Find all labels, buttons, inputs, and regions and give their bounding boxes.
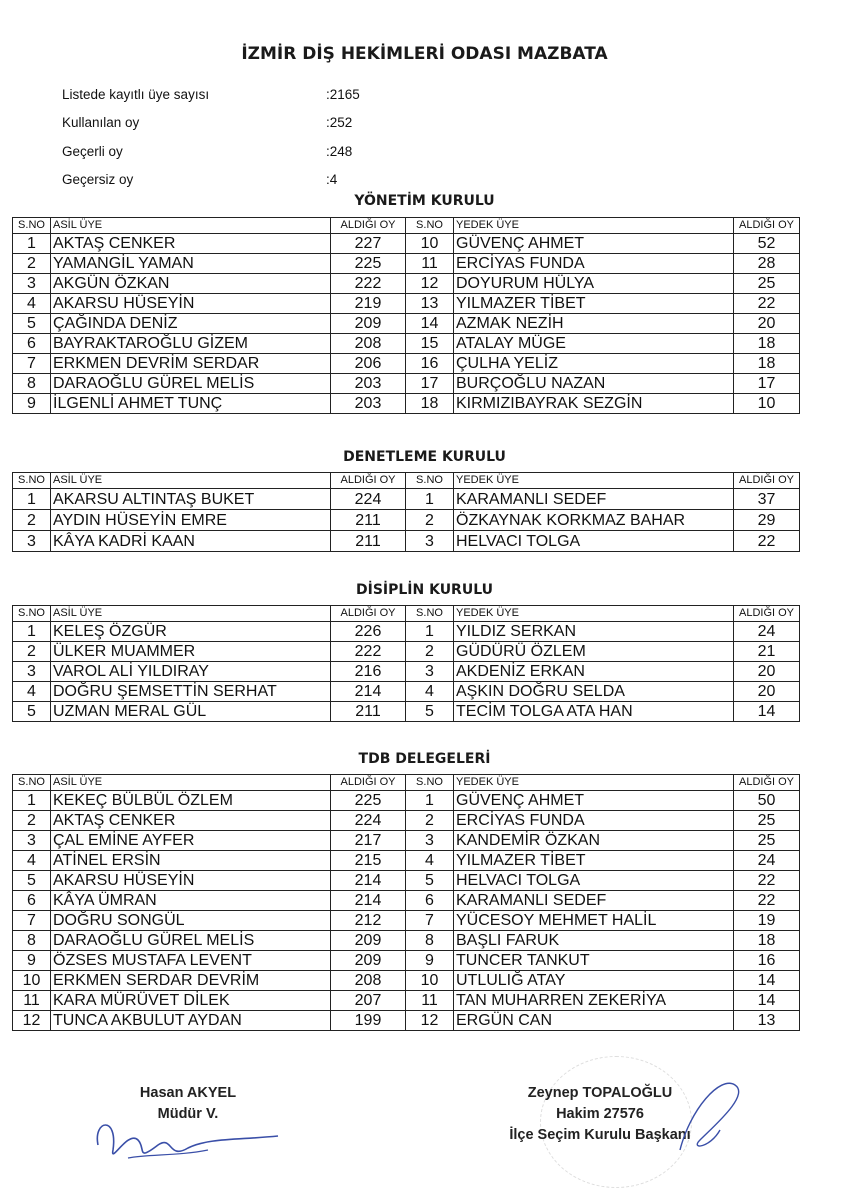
results-table xyxy=(12,774,800,1031)
sno-cell: 1 xyxy=(13,622,51,642)
yedek-name-cell: ERCİYAS FUNDA xyxy=(454,811,734,831)
header-cell: ALDIĞI OY xyxy=(331,218,406,234)
header-cell: S.NO xyxy=(13,218,51,234)
asil-name-cell: AKARSU ALTINTAŞ BUKET xyxy=(51,489,331,510)
header-cell: ASİL ÜYE xyxy=(51,218,331,234)
asil-name-cell: AKTAŞ CENKER xyxy=(51,811,331,831)
asil-vote-cell: 209 xyxy=(331,951,406,971)
asil-vote-cell: 225 xyxy=(331,791,406,811)
yedek-vote-cell: 22 xyxy=(734,871,800,891)
yedek-vote-cell: 13 xyxy=(734,1011,800,1031)
yedek-vote-cell: 21 xyxy=(734,642,800,662)
yedek-name-cell: KIRMIZIBAYRAK SEZGİN xyxy=(454,394,734,414)
yedek-vote-cell: 18 xyxy=(734,354,800,374)
yedek-name-cell: GÜDÜRÜ ÖZLEM xyxy=(454,642,734,662)
asil-vote-cell: 225 xyxy=(331,254,406,274)
table-row xyxy=(13,294,800,314)
asil-vote-cell: 227 xyxy=(331,234,406,254)
table-row xyxy=(13,314,800,334)
header-cell: ASİL ÜYE xyxy=(51,606,331,622)
yedek-vote-cell: 24 xyxy=(734,851,800,871)
yedek-name-cell: ÖZKAYNAK KORKMAZ BAHAR xyxy=(454,510,734,531)
stat-label: Geçerli oy xyxy=(62,143,123,159)
header-cell: ALDIĞI OY xyxy=(331,606,406,622)
asil-name-cell: AYDIN HÜSEYİN EMRE xyxy=(51,510,331,531)
sno-cell: 1 xyxy=(13,489,51,510)
sno-cell: 2 xyxy=(406,811,454,831)
asil-vote-cell: 214 xyxy=(331,682,406,702)
yedek-name-cell: GÜVENÇ AHMET xyxy=(454,791,734,811)
yedek-name-cell: TECİM TOLGA ATA HAN xyxy=(454,702,734,722)
sno-cell: 3 xyxy=(406,831,454,851)
asil-name-cell: YAMANGİL YAMAN xyxy=(51,254,331,274)
sno-cell: 1 xyxy=(406,622,454,642)
asil-vote-cell: 211 xyxy=(331,702,406,722)
sno-cell: 3 xyxy=(406,662,454,682)
stat-value: :4 xyxy=(326,172,338,188)
yedek-name-cell: KARAMANLI SEDEF xyxy=(454,489,734,510)
asil-name-cell: ATİNEL ERSİN xyxy=(51,851,331,871)
asil-vote-cell: 206 xyxy=(331,354,406,374)
header-cell: ALDIĞI OY xyxy=(331,473,406,489)
table-row xyxy=(13,971,800,991)
yedek-vote-cell: 17 xyxy=(734,374,800,394)
asil-vote-cell: 209 xyxy=(331,314,406,334)
asil-name-cell: ÇAL EMİNE AYFER xyxy=(51,831,331,851)
asil-name-cell: ÖZSES MUSTAFA LEVENT xyxy=(51,951,331,971)
yedek-vote-cell: 24 xyxy=(734,622,800,642)
table-header-row xyxy=(13,606,800,622)
asil-vote-cell: 214 xyxy=(331,871,406,891)
sno-cell: 6 xyxy=(13,891,51,911)
sno-cell: 9 xyxy=(13,394,51,414)
asil-name-cell: AKARSU HÜSEYİN xyxy=(51,871,331,891)
section-title: DİSİPLİN KURULU xyxy=(355,582,493,598)
asil-vote-cell: 209 xyxy=(331,931,406,951)
yedek-name-cell: BURÇOĞLU NAZAN xyxy=(454,374,734,394)
asil-name-cell: İLGENLİ AHMET TUNÇ xyxy=(51,394,331,414)
table-row xyxy=(13,510,800,531)
table-row xyxy=(13,334,800,354)
sno-cell: 12 xyxy=(406,1011,454,1031)
table-row xyxy=(13,991,800,1011)
header-cell: ASİL ÜYE xyxy=(51,775,331,791)
yedek-name-cell: HELVACI TOLGA xyxy=(454,871,734,891)
header-cell: S.NO xyxy=(13,606,51,622)
yedek-vote-cell: 29 xyxy=(734,510,800,531)
stat-value: :248 xyxy=(326,143,353,159)
stat-value: :252 xyxy=(326,115,353,131)
yedek-name-cell: AŞKIN DOĞRU SELDA xyxy=(454,682,734,702)
stat-invalid xyxy=(62,166,360,195)
asil-name-cell: KARA MÜRÜVET DİLEK xyxy=(51,991,331,1011)
yedek-vote-cell: 22 xyxy=(734,891,800,911)
table-row xyxy=(13,791,800,811)
yedek-vote-cell: 14 xyxy=(734,991,800,1011)
yedek-vote-cell: 20 xyxy=(734,314,800,334)
table-row xyxy=(13,531,800,552)
yedek-name-cell: DOYURUM HÜLYA xyxy=(454,274,734,294)
signer-name: Hasan AKYEL xyxy=(139,1085,237,1101)
yedek-vote-cell: 16 xyxy=(734,951,800,971)
yedek-vote-cell: 22 xyxy=(734,294,800,314)
sno-cell: 3 xyxy=(13,274,51,294)
sno-cell: 17 xyxy=(406,374,454,394)
table-row xyxy=(13,374,800,394)
header-cell: ALDIĞI OY xyxy=(734,218,800,234)
yedek-vote-cell: 14 xyxy=(734,971,800,991)
sno-cell: 5 xyxy=(406,871,454,891)
sno-cell: 8 xyxy=(13,931,51,951)
sno-cell: 3 xyxy=(406,531,454,552)
sno-cell: 16 xyxy=(406,354,454,374)
stat-label: Geçersiz oy xyxy=(62,172,134,188)
header-cell: YEDEK ÜYE xyxy=(454,473,734,489)
table-row xyxy=(13,871,800,891)
asil-vote-cell: 224 xyxy=(331,489,406,510)
yedek-vote-cell: 18 xyxy=(734,931,800,951)
yedek-vote-cell: 14 xyxy=(734,702,800,722)
stat-label: Listede kayıtlı üye sayısı xyxy=(62,86,210,102)
table-row xyxy=(13,234,800,254)
sno-cell: 1 xyxy=(406,791,454,811)
asil-vote-cell: 216 xyxy=(331,662,406,682)
sno-cell: 2 xyxy=(406,510,454,531)
stat-label: Kullanılan oy xyxy=(62,115,140,131)
table-header-row xyxy=(13,775,800,791)
asil-vote-cell: 215 xyxy=(331,851,406,871)
yedek-name-cell: ÇULHA YELİZ xyxy=(454,354,734,374)
header-cell: YEDEK ÜYE xyxy=(454,606,734,622)
table-row xyxy=(13,489,800,510)
table-row xyxy=(13,891,800,911)
sno-cell: 1 xyxy=(406,489,454,510)
asil-name-cell: TUNCA AKBULUT AYDAN xyxy=(51,1011,331,1031)
signer-role: Müdür V. xyxy=(157,1106,219,1122)
header-cell: ASİL ÜYE xyxy=(51,473,331,489)
yedek-name-cell: AZMAK NEZİH xyxy=(454,314,734,334)
yedek-name-cell: KANDEMİR ÖZKAN xyxy=(454,831,734,851)
yedek-name-cell: KARAMANLI SEDEF xyxy=(454,891,734,911)
asil-name-cell: AKGÜN ÖZKAN xyxy=(51,274,331,294)
yedek-name-cell: HELVACI TOLGA xyxy=(454,531,734,552)
table-row xyxy=(13,682,800,702)
asil-name-cell: KELEŞ ÖZGÜR xyxy=(51,622,331,642)
sno-cell: 7 xyxy=(13,911,51,931)
asil-vote-cell: 203 xyxy=(331,394,406,414)
yedek-name-cell: TUNCER TANKUT xyxy=(454,951,734,971)
results-table xyxy=(12,217,800,414)
table-header-row xyxy=(13,218,800,234)
sno-cell: 10 xyxy=(13,971,51,991)
table-row xyxy=(13,851,800,871)
table-row xyxy=(13,254,800,274)
sno-cell: 4 xyxy=(13,682,51,702)
sno-cell: 7 xyxy=(13,354,51,374)
sno-cell: 12 xyxy=(406,274,454,294)
yedek-vote-cell: 37 xyxy=(734,489,800,510)
asil-name-cell: KÂYA ÜMRAN xyxy=(51,891,331,911)
asil-vote-cell: 222 xyxy=(331,274,406,294)
table-row xyxy=(13,662,800,682)
sno-cell: 18 xyxy=(406,394,454,414)
table-row xyxy=(13,831,800,851)
stat-registered xyxy=(62,80,360,109)
sno-cell: 5 xyxy=(13,871,51,891)
asil-name-cell: DOĞRU SONGÜL xyxy=(51,911,331,931)
asil-vote-cell: 212 xyxy=(331,911,406,931)
results-table xyxy=(12,472,800,552)
stat-value: :2165 xyxy=(326,86,360,102)
yedek-name-cell: TAN MUHARREN ZEKERİYA xyxy=(454,991,734,1011)
table-row xyxy=(13,394,800,414)
stat-used xyxy=(62,109,360,138)
sno-cell: 12 xyxy=(13,1011,51,1031)
asil-name-cell: AKTAŞ CENKER xyxy=(51,234,331,254)
asil-name-cell: ÜLKER MUAMMER xyxy=(51,642,331,662)
sno-cell: 15 xyxy=(406,334,454,354)
table-row xyxy=(13,1011,800,1031)
header-cell: ALDIĞI OY xyxy=(734,473,800,489)
section-title: YÖNETİM KURULU xyxy=(354,193,495,209)
sno-cell: 8 xyxy=(406,931,454,951)
sno-cell: 10 xyxy=(406,234,454,254)
signer-role: İlçe Seçim Kurulu Başkanı xyxy=(509,1127,691,1143)
table-row xyxy=(13,931,800,951)
asil-vote-cell: 199 xyxy=(331,1011,406,1031)
table-row xyxy=(13,702,800,722)
asil-vote-cell: 203 xyxy=(331,374,406,394)
yedek-name-cell: YÜCESOY MEHMET HALİL xyxy=(454,911,734,931)
sno-cell: 14 xyxy=(406,314,454,334)
stat-valid xyxy=(62,137,360,166)
table-row xyxy=(13,274,800,294)
asil-vote-cell: 211 xyxy=(331,531,406,552)
asil-vote-cell: 224 xyxy=(331,811,406,831)
sno-cell: 2 xyxy=(406,642,454,662)
yedek-vote-cell: 50 xyxy=(734,791,800,811)
yedek-vote-cell: 25 xyxy=(734,811,800,831)
asil-name-cell: DARAOĞLU GÜREL MELİS xyxy=(51,374,331,394)
asil-vote-cell: 208 xyxy=(331,971,406,991)
sno-cell: 5 xyxy=(13,314,51,334)
sno-cell: 10 xyxy=(406,971,454,991)
sno-cell: 4 xyxy=(406,851,454,871)
sno-cell: 2 xyxy=(13,254,51,274)
table-row xyxy=(13,354,800,374)
header-cell: S.NO xyxy=(406,218,454,234)
asil-name-cell: AKARSU HÜSEYİN xyxy=(51,294,331,314)
asil-name-cell: VAROL ALİ YILDIRAY xyxy=(51,662,331,682)
yedek-name-cell: ATALAY MÜGE xyxy=(454,334,734,354)
sno-cell: 4 xyxy=(13,294,51,314)
sno-cell: 1 xyxy=(13,791,51,811)
header-cell: S.NO xyxy=(13,775,51,791)
sno-cell: 13 xyxy=(406,294,454,314)
signature-scribble-left-icon xyxy=(88,1110,288,1170)
sno-cell: 3 xyxy=(13,662,51,682)
table-row xyxy=(13,811,800,831)
asil-vote-cell: 214 xyxy=(331,891,406,911)
asil-vote-cell: 207 xyxy=(331,991,406,1011)
sno-cell: 7 xyxy=(406,911,454,931)
sno-cell: 5 xyxy=(13,702,51,722)
signer-role: Hakim 27576 xyxy=(556,1106,644,1122)
sno-cell: 4 xyxy=(406,682,454,702)
yedek-name-cell: ERGÜN CAN xyxy=(454,1011,734,1031)
document-title: İZMİR DİŞ HEKİMLERİ ODASI MAZBATA xyxy=(241,44,608,64)
yedek-name-cell: YILDIZ SERKAN xyxy=(454,622,734,642)
yedek-vote-cell: 18 xyxy=(734,334,800,354)
section-title: TDB DELEGELERİ xyxy=(358,751,491,767)
asil-vote-cell: 222 xyxy=(331,642,406,662)
yedek-name-cell: BAŞLI FARUK xyxy=(454,931,734,951)
sno-cell: 11 xyxy=(13,991,51,1011)
yedek-vote-cell: 20 xyxy=(734,662,800,682)
header-cell: ALDIĞI OY xyxy=(331,775,406,791)
yedek-name-cell: AKDENİZ ERKAN xyxy=(454,662,734,682)
sno-cell: 6 xyxy=(406,891,454,911)
sno-cell: 9 xyxy=(13,951,51,971)
yedek-name-cell: YILMAZER TİBET xyxy=(454,851,734,871)
yedek-vote-cell: 52 xyxy=(734,234,800,254)
signer-name: Zeynep TOPALOĞLU xyxy=(527,1085,673,1101)
table-row xyxy=(13,622,800,642)
header-cell: S.NO xyxy=(406,606,454,622)
yedek-vote-cell: 25 xyxy=(734,274,800,294)
header-cell: S.NO xyxy=(406,473,454,489)
sno-cell: 2 xyxy=(13,510,51,531)
asil-name-cell: KEKEÇ BÜLBÜL ÖZLEM xyxy=(51,791,331,811)
sno-cell: 3 xyxy=(13,831,51,851)
table-row xyxy=(13,642,800,662)
sno-cell: 3 xyxy=(13,531,51,552)
asil-vote-cell: 208 xyxy=(331,334,406,354)
sno-cell: 4 xyxy=(13,851,51,871)
sno-cell: 11 xyxy=(406,991,454,1011)
header-cell: ALDIĞI OY xyxy=(734,775,800,791)
section-title: DENETLEME KURULU xyxy=(343,449,506,465)
yedek-name-cell: ERCİYAS FUNDA xyxy=(454,254,734,274)
vote-stats xyxy=(62,80,360,194)
asil-name-cell: DARAOĞLU GÜREL MELİS xyxy=(51,931,331,951)
sno-cell: 2 xyxy=(13,811,51,831)
asil-name-cell: ERKMEN DEVRİM SERDAR xyxy=(51,354,331,374)
asil-name-cell: DOĞRU ŞEMSETTİN SERHAT xyxy=(51,682,331,702)
sno-cell: 9 xyxy=(406,951,454,971)
header-cell: S.NO xyxy=(13,473,51,489)
sno-cell: 11 xyxy=(406,254,454,274)
asil-vote-cell: 219 xyxy=(331,294,406,314)
asil-name-cell: ÇAĞINDA DENİZ xyxy=(51,314,331,334)
sno-cell: 6 xyxy=(13,334,51,354)
results-table xyxy=(12,605,800,722)
asil-vote-cell: 211 xyxy=(331,510,406,531)
sno-cell: 8 xyxy=(13,374,51,394)
yedek-vote-cell: 25 xyxy=(734,831,800,851)
sno-cell: 1 xyxy=(13,234,51,254)
yedek-name-cell: YILMAZER TİBET xyxy=(454,294,734,314)
asil-name-cell: ERKMEN SERDAR DEVRİM xyxy=(51,971,331,991)
yedek-vote-cell: 20 xyxy=(734,682,800,702)
asil-vote-cell: 226 xyxy=(331,622,406,642)
header-cell: YEDEK ÜYE xyxy=(454,218,734,234)
asil-vote-cell: 217 xyxy=(331,831,406,851)
yedek-vote-cell: 19 xyxy=(734,911,800,931)
yedek-vote-cell: 10 xyxy=(734,394,800,414)
signature-scribble-right-icon xyxy=(660,1070,750,1160)
table-row xyxy=(13,951,800,971)
yedek-name-cell: GÜVENÇ AHMET xyxy=(454,234,734,254)
yedek-vote-cell: 28 xyxy=(734,254,800,274)
header-cell: ALDIĞI OY xyxy=(734,606,800,622)
table-row xyxy=(13,911,800,931)
asil-name-cell: BAYRAKTAROĞLU GİZEM xyxy=(51,334,331,354)
asil-name-cell: UZMAN MERAL GÜL xyxy=(51,702,331,722)
sno-cell: 2 xyxy=(13,642,51,662)
yedek-vote-cell: 22 xyxy=(734,531,800,552)
sno-cell: 5 xyxy=(406,702,454,722)
header-cell: S.NO xyxy=(406,775,454,791)
header-cell: YEDEK ÜYE xyxy=(454,775,734,791)
table-header-row xyxy=(13,473,800,489)
yedek-name-cell: UTLULIĞ ATAY xyxy=(454,971,734,991)
asil-name-cell: KÂYA KADRİ KAAN xyxy=(51,531,331,552)
